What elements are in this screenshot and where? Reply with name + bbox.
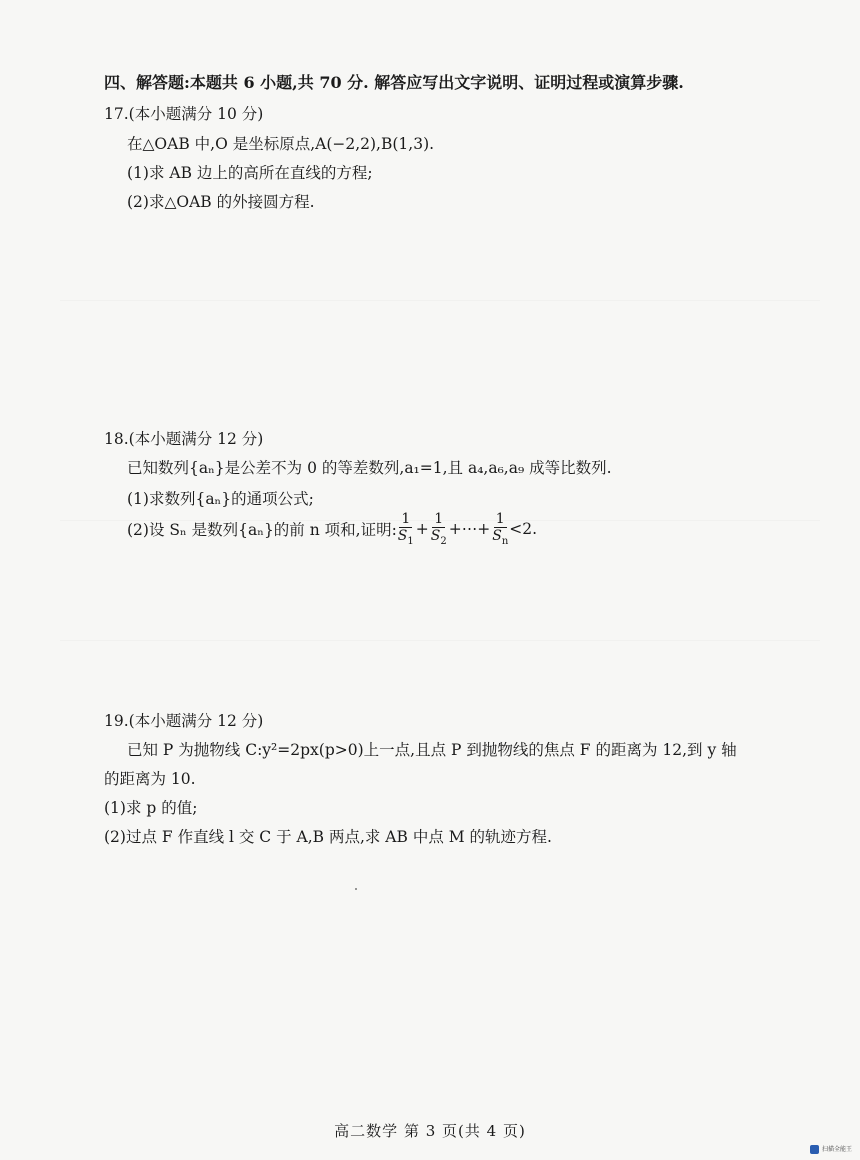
fraction-1-over-s2 [431, 512, 447, 547]
fraction-numerator: 1 [434, 511, 444, 527]
fraction-1-over-s1 [398, 512, 414, 547]
denominator-subscript: n [501, 535, 509, 547]
question-19-part-2: (2)过点 F 作直线 l 交 C 于 A,B 两点,求 AB 中点 M 的轨迹方程. [104, 828, 552, 846]
fraction-denominator [492, 528, 508, 547]
question-17-heading: 17.(本小题满分 10 分) [104, 105, 264, 123]
question-17-part-2: (2)求△OAB 的外接圆方程. [127, 193, 315, 211]
denominator-symbol: S [430, 528, 441, 544]
denominator-subscript: 2 [440, 535, 447, 547]
question-19-heading: 19.(本小题满分 12 分) [104, 712, 264, 730]
scanner-logo-text: 扫描全能王 [821, 1145, 852, 1153]
question-18-stem: 已知数列{aₙ}是公差不为 0 的等差数列,a₁=1,且 a₄,a₆,a₉ 成等比数列. [127, 459, 612, 477]
question-19-stem-line-2: 的距离为 10. [104, 770, 196, 788]
question-19-part-1: (1)求 p 的值; [104, 799, 198, 817]
scan-speck [355, 888, 357, 890]
inequality-tail: <2. [509, 520, 538, 539]
question-18-heading: 18.(本小题满分 12 分) [104, 430, 264, 448]
question-18-part-1: (1)求数列{aₙ}的通项公式; [127, 490, 314, 508]
denominator-subscript: 1 [407, 535, 414, 547]
question-17-part-1: (1)求 AB 边上的高所在直线的方程; [127, 164, 373, 182]
section-title: 四、解答题:本题共 6 小题,共 70 分. 解答应写出文字说明、证明过程或演算步骤. [104, 73, 684, 92]
question-19-stem-line-1: 已知 P 为抛物线 C:y²=2px(p>0)上一点,且点 P 到抛物线的焦点 F 的距离为 12,到 y 轴 [127, 741, 737, 759]
plus-sign: + [415, 520, 429, 539]
fraction-denominator [431, 528, 447, 547]
denominator-symbol: S [397, 528, 408, 544]
fraction-numerator: 1 [401, 511, 411, 527]
fraction-numerator: 1 [495, 511, 505, 527]
fraction-denominator [398, 528, 414, 547]
scanner-logo-icon [810, 1145, 819, 1154]
denominator-symbol: S [492, 528, 502, 544]
page-footer: 高二数学 第 3 页(共 4 页) [334, 1122, 526, 1140]
fraction-1-over-sn [492, 512, 508, 547]
scanner-logo [810, 1145, 852, 1154]
question-18-part-2 [127, 512, 537, 547]
question-17-stem: 在△OAB 中,O 是坐标原点,A(−2,2),B(1,3). [127, 135, 435, 153]
question-18-part-2-text: (2)设 Sₙ 是数列{aₙ}的前 n 项和,证明: [127, 521, 397, 540]
ellipsis-sum: +⋯+ [448, 520, 491, 539]
